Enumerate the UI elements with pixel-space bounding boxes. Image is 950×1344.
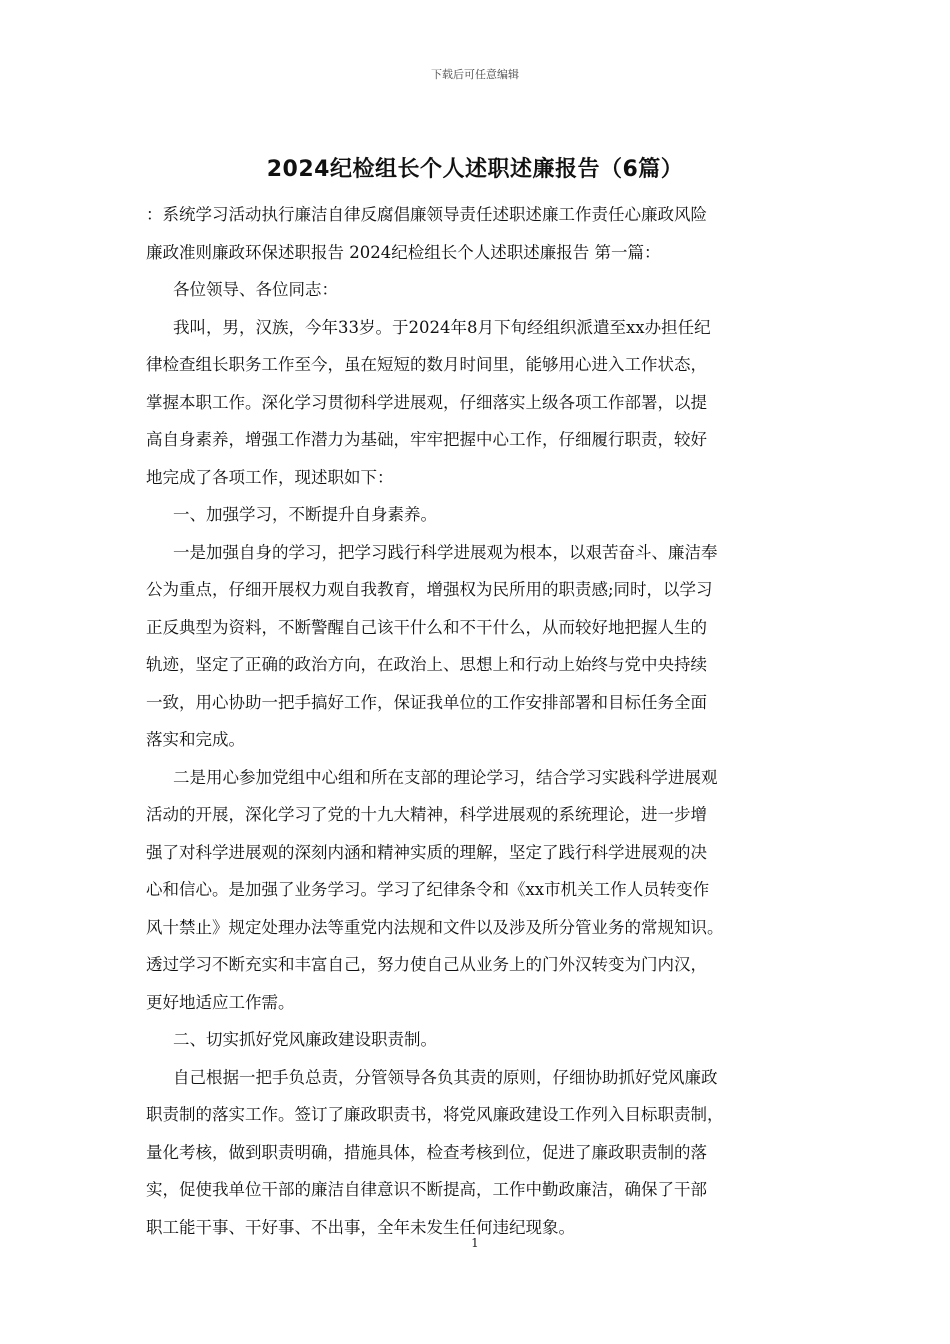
document-title: 2024纪检组长个人述职述廉报告（6篇）: [266, 157, 684, 182]
body-line: 正反典型为资料，不断警醒自己该干什么和不干什么，从而较好地把握人生的: [146, 617, 707, 637]
body-line: ：系统学习活动执行廉洁自律反腐倡廉领导责任述职述廉工作责任心廉政风险: [146, 205, 707, 224]
body-line: 掌握本职工作。深化学习贯彻科学进展观，仔细落实上级各项工作部署，以提: [146, 392, 707, 412]
body-line: 我叫，男，汉族，今年33岁。于2024年8月下旬经组织派遣至xx办担任纪: [173, 317, 711, 337]
body-line: 落实和完成。: [146, 730, 245, 749]
body-line: 职工能干事、干好事、不出事，全年未发生任何违纪现象。: [146, 1217, 575, 1237]
section-heading: 一、加强学习，不断提升自身素养。: [173, 505, 437, 524]
header-note: 下载后可任意编辑: [431, 68, 519, 81]
body-line: 公为重点，仔细开展权力观自我教育，增强权为民所用的职责感;同时，以学习: [146, 580, 713, 599]
body-line: 活动的开展，深化学习了党的十九大精神，科学进展观的系统理论，进一步增: [146, 805, 707, 824]
body-line: 廉政准则廉政环保述职报告 2024纪检组长个人述职述廉报告 第一篇：: [146, 242, 661, 262]
body-line: 高自身素养，增强工作潜力为基础，牢牢把握中心工作，仔细履行职责，较好: [146, 430, 707, 449]
body-line: 强了对科学进展观的深刻内涵和精神实质的理解，坚定了践行科学进展观的决: [146, 842, 707, 862]
body-line: 律检查组长职务工作至今，虽在短短的数月时间里，能够用心进入工作状态，: [146, 355, 707, 374]
body-line: 量化考核，做到职责明确，措施具体，检查考核到位，促进了廉政职责制的落: [146, 1142, 707, 1162]
body-line: 职责制的落实工作。签订了廉政职责书，将党风廉政建设工作列入目标职责制，: [146, 1105, 724, 1124]
body-line: 地完成了各项工作，现述职如下：: [146, 467, 394, 487]
body-line: 透过学习不断充实和丰富自己，努力使自己从业务上的门外汉转变为门内汉，: [146, 955, 707, 974]
document-body: [146, 196, 826, 1246]
body-line: 轨迹，坚定了正确的政治方向，在政治上、思想上和行动上始终与党中央持续: [146, 655, 707, 674]
body-line: 心和信心。是加强了业务学习。学习了纪律条令和《xx市机关工作人员转变作: [146, 880, 710, 899]
body-line: 一是加强自身的学习，把学习践行科学进展观为根本，以艰苦奋斗、廉洁奉: [173, 542, 718, 562]
body-line: 自己根据一把手负总责，分管领导各负其责的原则，仔细协助抓好党风廉政: [173, 1067, 718, 1087]
body-line: 实，促使我单位干部的廉洁自律意识不断提高，工作中勤政廉洁，确保了干部: [146, 1180, 707, 1199]
body-line: 一致，用心协助一把手搞好工作，保证我单位的工作安排部署和目标任务全面: [146, 692, 707, 712]
page-number: 1: [471, 1236, 479, 1250]
body-line: 二是用心参加党组中心组和所在支部的理论学习，结合学习实践科学进展观: [173, 767, 718, 787]
body-line: 风十禁止》规定处理办法等重党内法规和文件以及涉及所分管业务的常规知识。: [146, 917, 724, 937]
salutation: 各位领导、各位同志：: [173, 280, 338, 299]
section-heading: 二、切实抓好党风廉政建设职责制。: [173, 1030, 437, 1049]
body-line: 更好地适应工作需。: [146, 992, 295, 1012]
